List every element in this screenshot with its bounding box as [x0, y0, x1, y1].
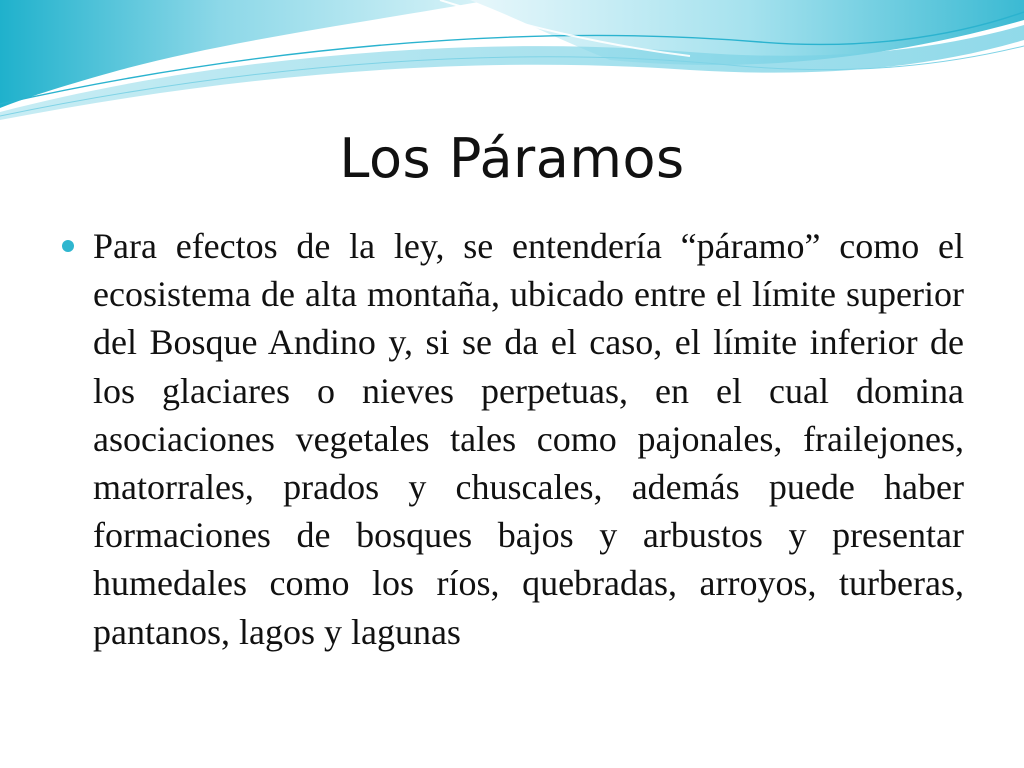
- wave-header-decoration: [0, 0, 1024, 130]
- bullet-item: [62, 222, 964, 656]
- bullet-list: [62, 222, 964, 656]
- slide-title: Los Páramos: [339, 127, 685, 190]
- bullet-text: Para efectos de la ley, se entendería “páramo” como el ecosistema de alta montaña, ubicado entre el límite superior del Bosque Andino y, si se da el caso, el límite inferior de los glaciares o nieves perpetuas, en el cual domina asociaciones vegetales tales como pajonales, frailejones, matorrales, prados y chuscales, además puede haber formaciones de bosques bajos y arbustos y presentar humedales como los ríos, quebradas, arroyos, turberas, pantanos, lagos y lagunas: [93, 226, 964, 652]
- bullet-dot-icon: [62, 240, 74, 252]
